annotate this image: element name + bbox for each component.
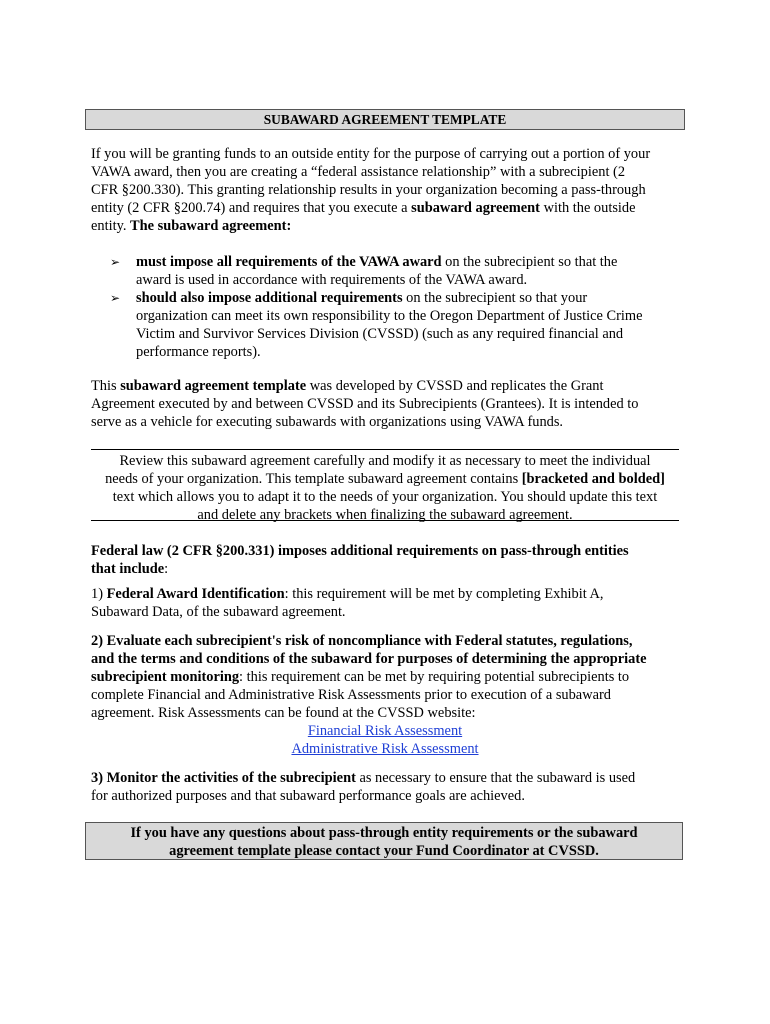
intro-paragraph	[91, 145, 691, 235]
bold-text: [bracketed and bolded]	[521, 471, 665, 487]
contact-note-box: If you have any questions about pass-through entity requirements or the subaward agreement template please contact your Fund Coordinator at CVSSD.	[85, 822, 683, 860]
bold-text: ) Monitor the activities of the subrecipient	[98, 770, 356, 786]
intro-line: entity. The subaward agreement:	[91, 218, 292, 234]
bold-text: must impose all requirements of the VAWA award	[136, 254, 442, 270]
bold-text: Federal Award Identification	[106, 586, 285, 602]
bold-text: subaward agreement template	[120, 378, 307, 394]
administrative-risk-assessment-link[interactable]: Administrative Risk Assessment	[291, 741, 479, 757]
requirements-bullet-list	[110, 253, 690, 361]
requirement-2: 2) Evaluate each subrecipient's risk of noncompliance with Federal statutes, regulations, and the terms and conditions of the subaward for purposes of determining the appropriate subrecipient monitoring: this requirement can be met by requiring potential subrecipients to complete Financial and Administrative Risk Assessments prior to execution of a subaward agreement. Risk Assessments can be found at the CVSSD website: Financial Risk Assessment Administrative Risk Assessment	[91, 633, 647, 757]
federal-law-heading: Federal law (2 CFR §200.331) imposes additional requirements on pass-through entities that include:	[91, 543, 629, 577]
arrow-bullet-icon: ➢	[110, 255, 121, 269]
bullet-item: ➢ should also impose additional requirements on the subrecipient so that your organization can meet its own responsibility to the Oregon Department of Justice Crime Victim and Survivor Services Division (CVSSD) (such as any required financial and performance reports).	[110, 290, 643, 360]
requirement-1: 1) Federal Award Identification: this requirement will be met by completing Exhibit A, Subaward Data, of the subaward agreement.	[91, 586, 604, 620]
financial-risk-assessment-link[interactable]: Financial Risk Assessment	[307, 723, 463, 739]
intro-line: If you will be granting funds to an outside entity for the purpose of carrying out a portion of your	[91, 146, 651, 162]
template-paragraph: This subaward agreement template was developed by CVSSD and replicates the Grant Agreement executed by and between CVSSD and its Subrecipients (Grantees). It is intended to serve as a vehicle for executing subawards with organizations using VAWA funds.	[91, 378, 639, 430]
requirement-3: 3) Monitor the activities of the subrecipient as necessary to ensure that the subaward is used for authorized purposes and that subaward performance goals are achieved.	[91, 770, 636, 804]
bullet-item: ➢ must impose all requirements of the VAWA award on the subrecipient so that the award is used in accordance with requirements of the VAWA award.	[110, 254, 618, 288]
arrow-bullet-icon: ➢	[110, 291, 121, 305]
review-note-box: Review this subaward agreement carefully and modify it as necessary to meet the individual needs of your organization. This template subaward agreement contains [bracketed and bolded] text which allows you to adapt it to the needs of your organization. You should update this text and delete any brackets when finalizing the subaward agreement.	[91, 449, 679, 521]
bold-text: subaward agreement	[411, 200, 540, 216]
document-title: SUBAWARD AGREEMENT TEMPLATE	[85, 109, 685, 130]
intro-line: VAWA award, then you are creating a “federal assistance relationship” with a subrecipient (2	[91, 164, 626, 180]
bold-text: The subaward agreement:	[130, 218, 292, 234]
intro-line: entity (2 CFR §200.74) and requires that you execute a subaward agreement with the outside	[91, 200, 636, 216]
bold-text: should also impose additional requirements	[136, 290, 403, 306]
bold-text: subrecipient monitoring	[91, 669, 240, 685]
intro-line: CFR §200.330). This granting relationship results in your organization becoming a pass-through	[91, 182, 646, 198]
